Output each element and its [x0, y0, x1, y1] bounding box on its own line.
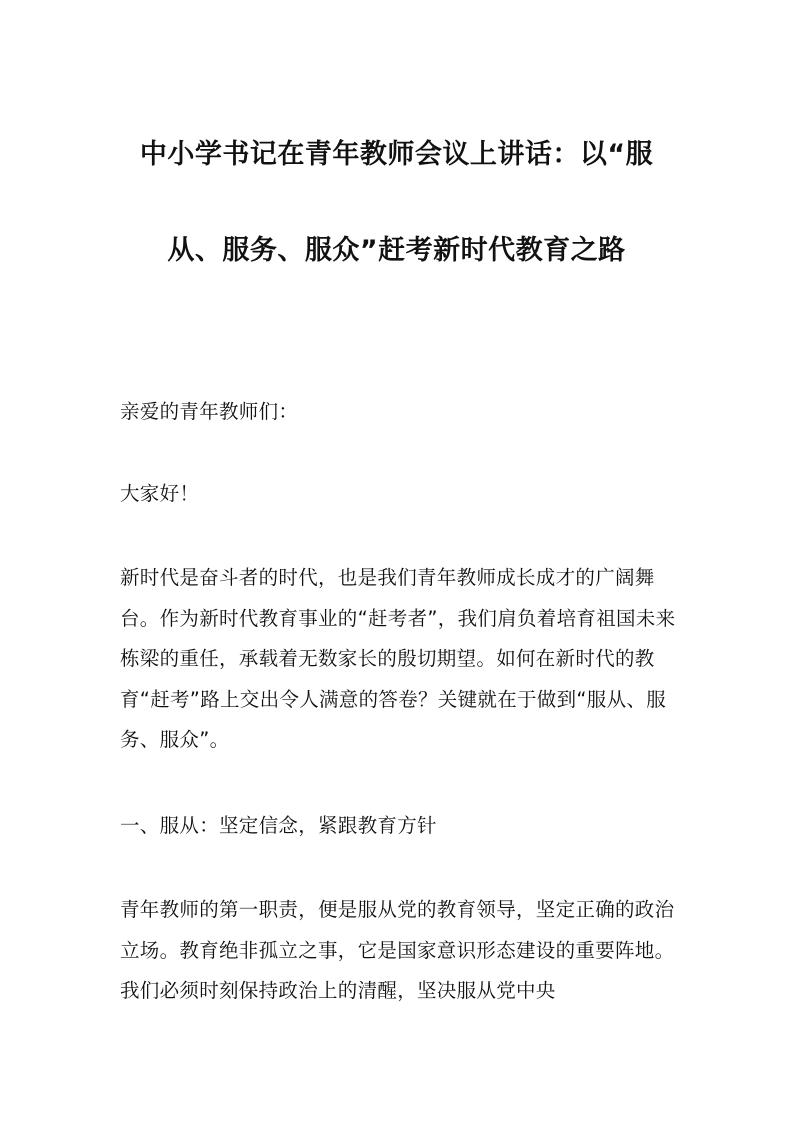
salutation: 亲爱的青年教师们： [120, 400, 299, 423]
greeting: 大家好！ [120, 482, 200, 505]
section-heading: 一、服从：坚定信念，紧跟教育方针 [120, 814, 437, 837]
body-paragraph: 新时代是奋斗者的时代，也是我们青年教师成长成才的广阔舞台。作为新时代教育事业的“赶考者”，我们肩负着培育祖国未来栋梁的重任，承载着无数家长的殷切期望。如何在新时代的教育“赶考”路上交出令人满意的答卷？关键就在于做到“服从、服务、服众”。 [120, 566, 676, 751]
body-paragraph: 青年教师的第一职责，便是服从党的教育领导，坚定正确的政治立场。教育绝非孤立之事，它是国家意识形态建设的重要阵地。我们必须时刻保持政治上的清醒，坚决服从党中央 [120, 898, 675, 1002]
document-title-line-1: 中小学书记在青年教师会议上讲话：以“服 [139, 139, 654, 170]
document-title-line-2: 从、服务、服众”赶考新时代教育之路 [167, 235, 626, 266]
